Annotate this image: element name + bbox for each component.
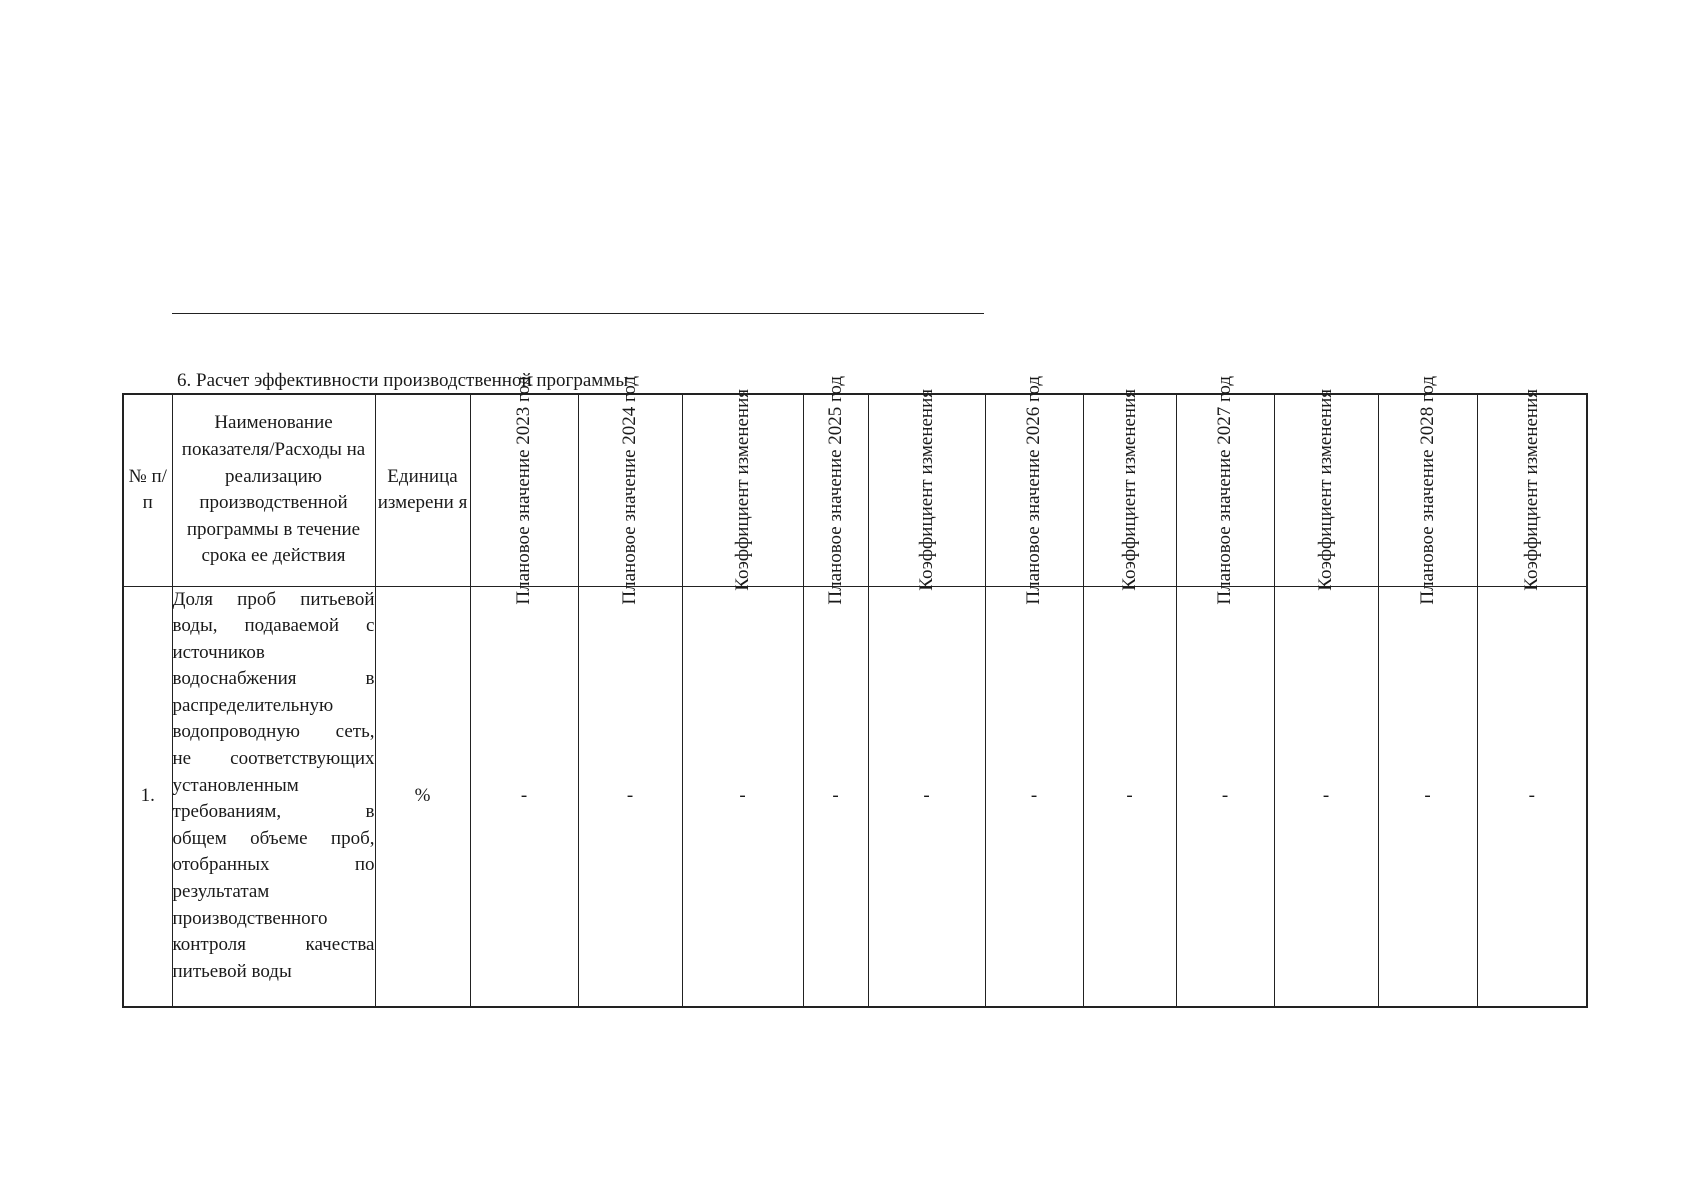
header-unit: Единица измерени я [375, 394, 470, 586]
row-value: - [470, 586, 578, 1007]
row-name-line: общем объеме проб, [172, 827, 375, 849]
row-name-line: требованиям, в [172, 801, 375, 823]
row-name-line: результатам [172, 881, 270, 903]
header-col-label: Плановое значение 2025 год [824, 375, 846, 605]
row-name-line: воды, подаваемой с [172, 615, 375, 637]
header-col-label: Коэффициент изменения [1118, 389, 1140, 592]
header-col [803, 375, 868, 605]
header-col [1083, 389, 1176, 592]
header-col-label: Коэффициент изменения [731, 389, 753, 592]
row-name-line: Доля проб питьевой [172, 588, 375, 610]
header-col-label: Коэффициент изменения [915, 389, 937, 592]
row-name-line: водоснабжения в [172, 668, 375, 690]
header-col [1378, 375, 1477, 605]
table-row [123, 586, 1587, 1007]
header-col-label: Плановое значение 2023 год [513, 375, 534, 605]
row-value: - [1477, 586, 1587, 1007]
header-col-label: Коэффициент изменения [1315, 389, 1336, 592]
row-name-line: контроля качества [172, 934, 375, 956]
row-value: - [985, 586, 1083, 1007]
row-name-line: питьевой воды [172, 960, 292, 982]
signature-line [172, 313, 984, 314]
header-col-label: Плановое значение 2028 год [1416, 375, 1438, 605]
row-name-line: производственного [172, 907, 328, 929]
header-col [578, 375, 682, 605]
row-name-line: источников [172, 641, 265, 663]
header-col [1274, 389, 1378, 592]
row-name [172, 586, 375, 1007]
header-col [1176, 375, 1274, 605]
row-name-line: не соответствующих [172, 748, 375, 770]
row-value: - [803, 586, 868, 1007]
row-name-line: отобранных по [172, 854, 375, 876]
row-value: - [1176, 586, 1274, 1007]
row-name-line: распределительную [172, 694, 334, 716]
row-value: - [1083, 586, 1176, 1007]
header-col-label: Коэффициент изменения [1520, 389, 1542, 592]
row-num: 1. [123, 586, 172, 1007]
header-col-label: Плановое значение 2026 год [1023, 375, 1044, 605]
header-col [985, 375, 1083, 605]
header-row [123, 394, 1587, 586]
row-value: - [578, 586, 682, 1007]
header-col [868, 389, 985, 592]
row-name-line: установленным [172, 774, 299, 796]
header-col [1477, 389, 1587, 592]
row-value: - [682, 586, 803, 1007]
header-name: Наименование показателя/Расходы на реализацию производственной программы в течение срока ее действия [172, 394, 375, 586]
header-col [682, 389, 803, 592]
header-col-label: Плановое значение 2024 год [619, 375, 640, 605]
row-name-line: водопроводную сеть, [172, 721, 375, 743]
header-col-label: Плановое значение 2027 год [1214, 375, 1235, 605]
row-value: - [868, 586, 985, 1007]
header-col [470, 375, 578, 605]
row-value: - [1274, 586, 1378, 1007]
row-value: - [1378, 586, 1477, 1007]
row-unit: % [375, 586, 470, 1007]
section-title: 6. Расчет эффективности производственной программы [177, 370, 629, 391]
header-num: № п/п [123, 394, 172, 586]
